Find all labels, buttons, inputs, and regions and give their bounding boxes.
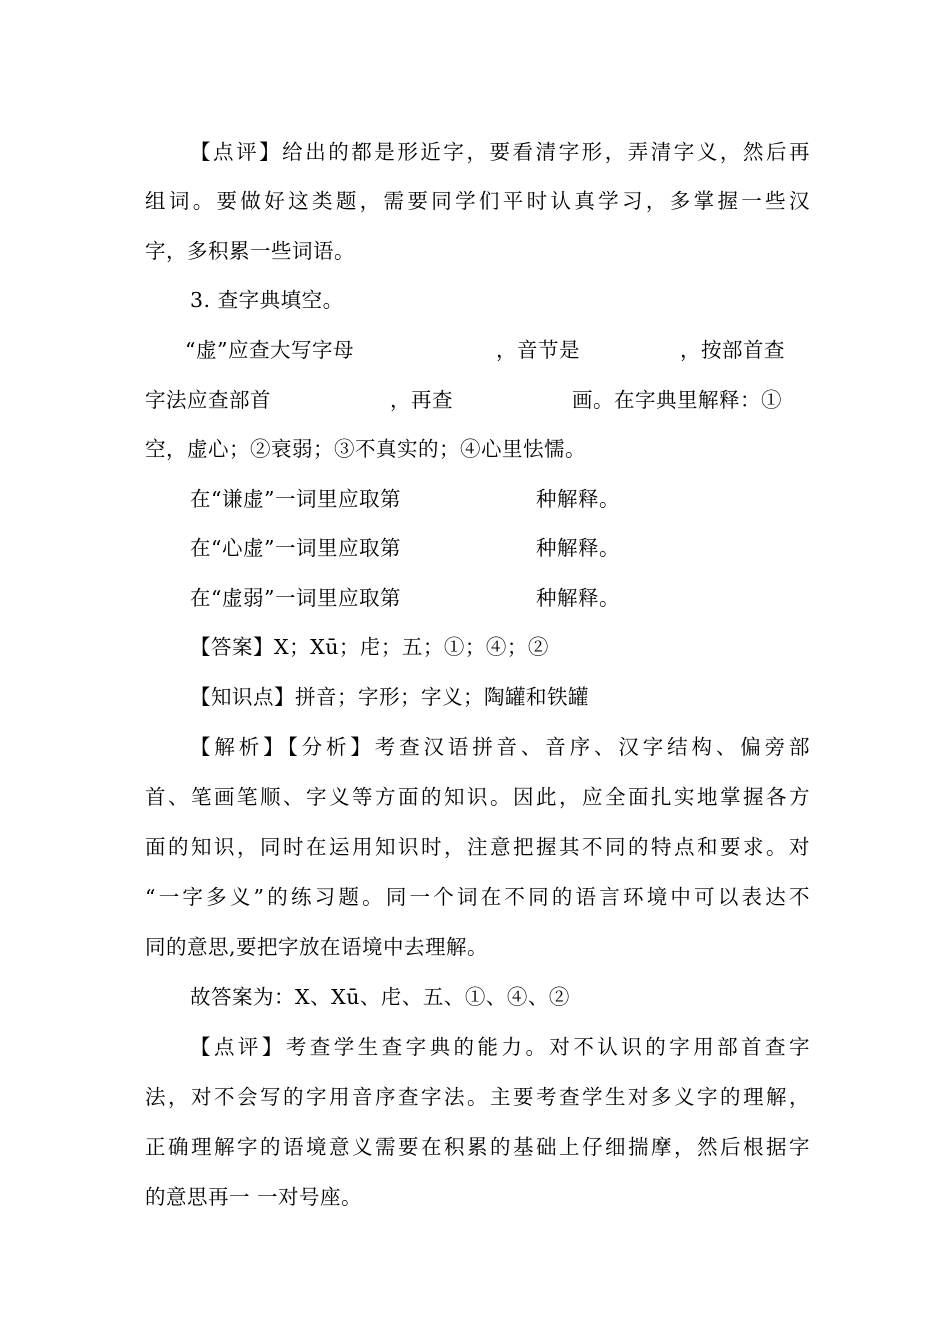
comment-line-3: 字，多积累一些词语。 xyxy=(145,239,355,263)
blank-line-1b: 种解释。 xyxy=(536,487,620,511)
answer-line: 【答案】X；Xū；虍；五；①；④；② xyxy=(190,635,549,659)
question-line-1b: ，音节是 xyxy=(496,338,580,362)
blank-line-3a: 在“虚弱”一词里应取第 xyxy=(190,586,401,610)
blank-line-1a: 在“谦虚”一词里应取第 xyxy=(190,487,401,511)
question-line-2c: 画。在字典里解释：① xyxy=(572,388,782,412)
analysis-line-2: 首、笔画笔顺、字义等方面的知识。因此，应全面扎实地掌握各方 xyxy=(145,785,810,809)
comment-line-1: 【点评】给出的都是形近字，要看清字形，弄清字义，然后再 xyxy=(190,140,810,164)
question-line-3: 空，虚心；②衰弱；③不真实的；④心里怯懦。 xyxy=(145,437,586,461)
analysis-line-5: 同的意思,要把字放在语境中去理解。 xyxy=(145,935,489,959)
analysis-line-3: 面的知识，同时在运用知识时，注意把握其不同的特点和要求。对 xyxy=(145,835,810,859)
comment2-line-3: 正确理解字的语境意义需要在积累的基础上仔细揣摩，然后根据字 xyxy=(145,1135,810,1159)
blank-line-2a: 在“心虚”一词里应取第 xyxy=(190,536,401,560)
blank-line-2b: 种解释。 xyxy=(536,536,620,560)
question-line-2b: ，再查 xyxy=(390,388,453,412)
knowledge-line: 【知识点】拼音；字形；字义；陶罐和铁罐 xyxy=(190,685,589,709)
question-line-1a: “虚”应查大写字母 xyxy=(185,338,354,362)
question-title: 3. 查字典填空。 xyxy=(190,288,344,312)
question-line-1c: ，按部首查 xyxy=(680,338,785,362)
final-answer-line: 故答案为：X、Xū、虍、五、①、④、② xyxy=(190,985,570,1009)
comment2-line-1: 【点评】考查学生查字典的能力。对不认识的字用部首查字 xyxy=(190,1035,810,1059)
comment-line-2: 组词。要做好这类题，需要同学们平时认真学习，多掌握一些汉 xyxy=(145,189,810,213)
question-line-2a: 字法应查部首 xyxy=(145,388,271,412)
analysis-line-4: “一字多义”的练习题。同一个词在不同的语言环境中可以表达不 xyxy=(145,885,810,909)
comment2-line-2: 法，对不会写的字用音序查字法。主要考查学生对多义字的理解， xyxy=(145,1085,810,1109)
comment2-line-4: 的意思再一 一对号座。 xyxy=(145,1185,363,1209)
analysis-line-1: 【解析】【分析】考查汉语拼音、音序、汉字结构、偏旁部 xyxy=(190,735,810,759)
blank-line-3b: 种解释。 xyxy=(536,586,620,610)
